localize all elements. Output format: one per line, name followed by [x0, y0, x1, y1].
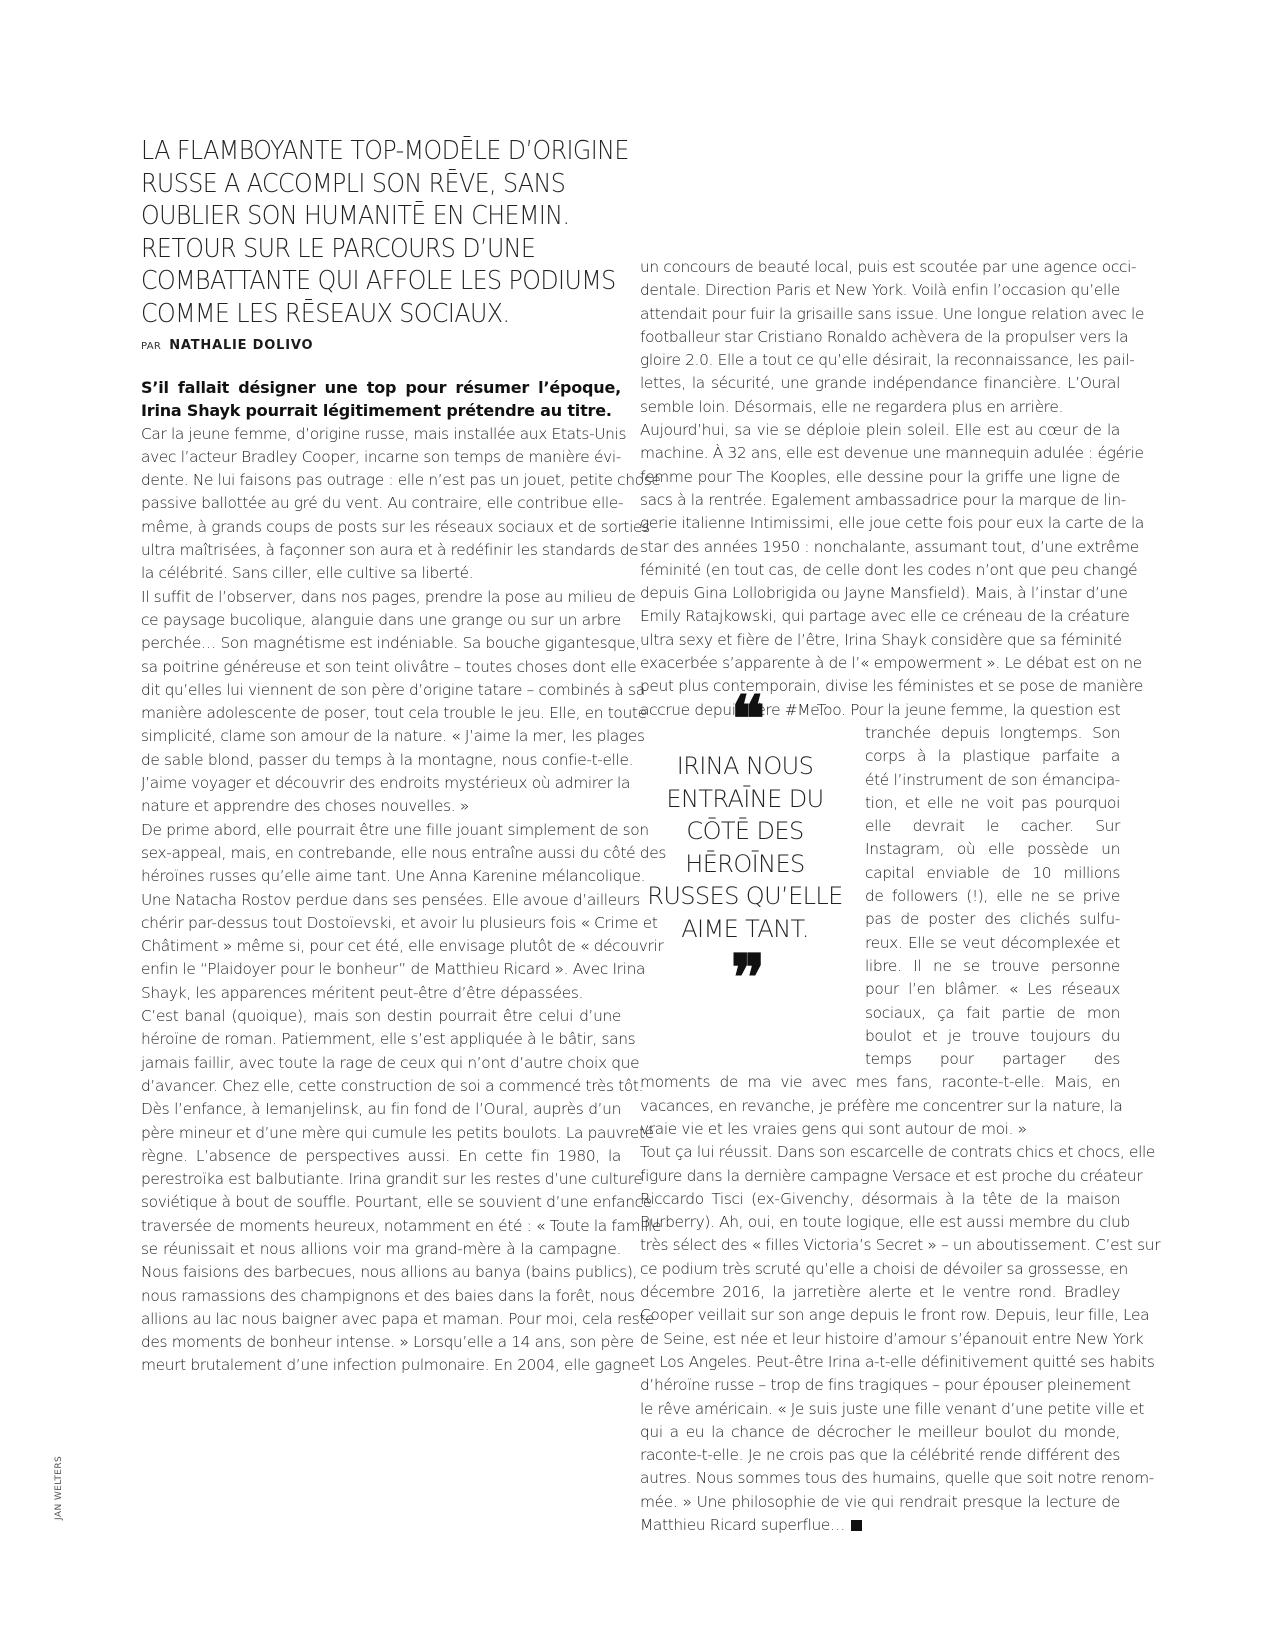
- pull-quote-line: RUSSES QU’ELLE: [647, 882, 843, 910]
- body-line: Tout ça lui réussit. Dans son escarcelle de contrats chics et chocs, elle: [640, 1143, 1156, 1162]
- body-line: le rêve américain. « Je suis juste une fille venant d’une petite ville et: [640, 1399, 1145, 1418]
- body-line: Dès l’enfance, à Iemanjelinsk, au fin fond de l’Oural, auprès d’un: [141, 1100, 621, 1119]
- body-line: footballeur star Cristiano Ronaldo achèvera de la propulser vers la: [640, 327, 1129, 346]
- body-line: héroïnes russes qu’elle aime tant. Une Anna Karenine mélancolique.: [141, 867, 646, 886]
- body-line: Châtiment » même si, pour cet été, elle envisage plutôt de « découvrir: [141, 937, 664, 956]
- body-line: mée. » Une philosophie de vie qui rendrait presque la lecture de: [640, 1492, 1120, 1511]
- pull-quote: [640, 682, 850, 1016]
- body-line: de Seine, est née et leur histoire d’amour s’épanouit entre New York: [640, 1329, 1144, 1348]
- body-line-wrap: corps à la plastique parfaite a: [865, 747, 1120, 766]
- body-line: perestroïka est balbutiante. Irina grandit sur les restes d’une culture: [141, 1170, 643, 1189]
- body-line: et Los Angeles. Peut-être Irina a-t-elle définitivement quitté ses habits: [640, 1352, 1155, 1371]
- body-line: peut plus contemporain, divise les féministes et se pose de manière: [640, 677, 1144, 696]
- body-line-wrap: boulot et je trouve toujours du: [865, 1026, 1120, 1045]
- body-line: règne. L’absence de perspectives aussi. En cette fin 1980, la: [141, 1146, 621, 1165]
- body-line-wrap: reux. Elle se veut décomplexée et: [865, 933, 1120, 952]
- body-line: accrue depuis l’ère #MeToo. Pour la jeune femme, la question est: [640, 700, 1121, 719]
- standfirst: [141, 135, 629, 330]
- body-line: Emily Ratajkowski, qui partage avec elle ce créneau de la créature: [640, 607, 1130, 626]
- end-of-article-square-icon: [851, 1520, 862, 1531]
- body-line: Aujourd’hui, sa vie se déploie plein soleil. Elle est au cœur de la: [640, 421, 1120, 440]
- body-line-wrap: tion, et elle ne voit pas pourquoi: [865, 793, 1120, 812]
- body-line: Burberry). Ah, oui, en toute logique, elle est aussi membre du club: [640, 1213, 1130, 1232]
- body-line: avec l’acteur Bradley Cooper, incarne son temps de manière évi-: [141, 447, 621, 466]
- body-line: un concours de beauté local, puis est scoutée par une agence occi-: [640, 258, 1137, 276]
- byline-prefix: PAR: [141, 341, 162, 352]
- pull-quote-line: HĒROĪNES: [685, 849, 805, 878]
- body-line-final: [640, 1514, 1120, 1537]
- body-line: Car la jeune femme, d’origine russe, mais installée aux Etats-Unis: [141, 424, 627, 443]
- body-line-wrap: été l’instrument de son émancipa-: [865, 770, 1120, 789]
- byline-author: NATHALIE DOLIVO: [169, 338, 314, 353]
- body-line: moments de ma vie avec mes fans, raconte-t-elle. Mais, en: [640, 1073, 1120, 1092]
- body-line: se réunissait et nous allions voir ma grand-mère à la campagne.: [141, 1239, 621, 1258]
- body-line: gloire 2.0. Elle a tout ce qu’elle désirait, la reconnaissance, les pail-: [640, 351, 1135, 370]
- article-column-left: [141, 376, 666, 1378]
- body-line-wrap: elle devrait le cacher. Sur: [865, 817, 1120, 836]
- final-sentence: Matthieu Ricard superflue…: [640, 1516, 846, 1535]
- pull-quote-line: CŌTĒ DES: [686, 817, 804, 845]
- body-line: même, à grands coups de posts sur les réseaux sociaux et de sorties: [141, 517, 650, 536]
- body-line: figure dans la dernière campagne Versace et est proche du créateur: [640, 1166, 1143, 1185]
- body-line: la célébrité. Sans ciller, elle cultive sa liberté.: [141, 564, 474, 583]
- body-line: perchée… Son magnétisme est indéniable. Sa bouche gigantesque,: [141, 634, 640, 653]
- body-line: Nous faisions des barbecues, nous allions au banya (bains publics),: [141, 1263, 638, 1282]
- body-line: passive ballottée au gré du vent. Au contraire, elle contribue elle-: [141, 494, 624, 513]
- body-line: des moments de bonheur intense. » Lorsqu’elle a 14 ans, son père: [141, 1333, 634, 1352]
- body-line: dentale. Direction Paris et New York. Voilà enfin l’occasion qu’elle: [640, 281, 1120, 300]
- body-line: C’est banal (quoique), mais son destin pourrait être celui d’une: [141, 1007, 621, 1026]
- body-line: Shayk, les apparences méritent peut-être d’être dépassées.: [141, 983, 584, 1002]
- body-line: enfin le “Plaidoyer pour le bonheur” de Matthieu Ricard ». Avec Irina: [141, 960, 646, 979]
- body-line: nous ramassions des champignons et des baies dans la forêt, nous: [141, 1286, 635, 1305]
- pull-quote-line: AIME TANT.: [681, 914, 809, 943]
- body-line-wrap: temps pour partager des: [865, 1050, 1120, 1069]
- body-line: nature et apprendre des choses nouvelles. »: [141, 797, 469, 816]
- body-line: lettes, la sécurité, une grande indépendance financière. L’Oural: [640, 374, 1120, 393]
- body-line: vacances, en revanche, je préfère me concentrer sur la nature, la: [640, 1096, 1123, 1115]
- close-quote-icon: ❞: [730, 941, 760, 1016]
- body-line: De prime abord, elle pourrait être une fille jouant simplement de son: [141, 820, 649, 839]
- body-line: père mineur et d’une mère qui cumule les petits boulots. La pauvreté: [141, 1123, 654, 1142]
- body-line: sex-appeal, mais, en contrebande, elle nous entraîne aussi du côté des: [141, 843, 666, 862]
- body-line: chérir par-dessus tout Dostoïevski, et avoir lu plusieurs fois « Crime et: [141, 913, 658, 932]
- body-line: simplicité, clame son amour de la nature. « J’aime la mer, les plages: [141, 727, 645, 746]
- body-line: d’héroïne russe – trop de fins tragiques – pour épouser pleinement: [640, 1376, 1131, 1395]
- body-line: star des années 1950 : nonchalante, assumant tout, d’une extrême: [640, 537, 1139, 556]
- body-line-wrap: pour l’en blâmer. « Les réseaux: [865, 980, 1120, 999]
- body-line: depuis Gina Lollobrigida ou Jayne Mansfield). Mais, à l’instar d’une: [640, 584, 1128, 603]
- body-line: décembre 2016, la jarretière alerte et le ventre rond. Bradley: [640, 1283, 1120, 1302]
- body-line: de sable blond, passer du temps à la montagne, nous confie-t-elle.: [141, 750, 634, 769]
- standfirst-line: OUBLIER SON HUMANITĒ EN CHEMIN.: [141, 201, 570, 231]
- body-line: J’aime voyager et découvrir des endroits mystérieux où admirer la: [141, 774, 631, 793]
- body-line: Cooper veillait sur son ange depuis le front row. Depuis, leur fille, Lea: [640, 1306, 1150, 1325]
- standfirst-line: LA FLAMBOYANTE TOP-MODĒLE D’ORIGINE: [141, 136, 629, 166]
- body-line: ultra sexy et fière de l’être, Irina Shayk considère que sa féminité: [640, 630, 1122, 649]
- body-line: sacs à la rentrée. Egalement ambassadrice pour la marque de lin-: [640, 490, 1126, 509]
- body-line: très sélect des « filles Victoria’s Secret » – un aboutissement. C’est sur: [640, 1236, 1161, 1255]
- body-line: ultra maîtrisées, à façonner son aura et à redéfinir les standards de: [141, 541, 639, 560]
- body-line-wrap: capital enviable de 10 millions: [865, 863, 1120, 882]
- lead-line: Irina Shayk pourrait légitimement prétendre au titre.: [141, 401, 612, 421]
- standfirst-line: COMBATTANTE QUI AFFOLE LES PODIUMS: [141, 266, 616, 296]
- body-line: machine. À 32 ans, elle est devenue une mannequin adulée : égérie: [640, 444, 1144, 463]
- body-line: ce paysage bucolique, alanguie dans une grange ou sur un arbre: [141, 610, 621, 629]
- body-line: gerie italienne Intimissimi, elle joue cette fois pour eux la carte de la: [640, 514, 1144, 533]
- body-line: meurt brutalement d’une infection pulmonaire. En 2004, elle gagne: [141, 1356, 640, 1375]
- body-line-wrap: de followers (!), elle ne se prive: [865, 887, 1120, 906]
- body-line: sa poitrine généreuse et son teint olivâtre – toutes choses dont elle: [141, 657, 637, 676]
- body-line-wrap: libre. Il ne se trouve personne: [865, 956, 1120, 975]
- body-line: d’avancer. Chez elle, cette construction de soi a commencé très tôt.: [141, 1076, 644, 1095]
- pull-quote-line: IRINA NOUS: [676, 752, 814, 780]
- body-line: allions au lac nous baigner avec papa et maman. Pour moi, cela reste: [141, 1309, 655, 1328]
- photo-credit: JAN WELTERS: [54, 1455, 64, 1520]
- body-line: Une Natacha Rostov perdue dans ses pensées. Elle avoue d’ailleurs: [141, 890, 640, 909]
- body-line: ce podium très scruté qu’elle a choisi de dévoiler sa grossesse, en: [640, 1259, 1128, 1278]
- body-line: féminité (en tout cas, de celle dont les codes n’ont que peu changé: [640, 560, 1138, 579]
- body-line: dit qu’elles lui viennent de son père d’origine tatare – combinés à sa: [141, 680, 645, 699]
- open-quote-icon: ❝: [730, 682, 760, 757]
- body-line: héroïne de roman. Patiemment, elle s’est appliquée à le bâtir, sans: [141, 1030, 636, 1049]
- body-line: exacerbée s’apparente à de l’« empowerment ». Le débat est on ne: [640, 654, 1142, 673]
- body-line: attendait pour fuir la grisaille sans issue. Une longue relation avec le: [640, 304, 1145, 323]
- body-line: semble loin. Désormais, elle ne regardera plus en arrière.: [640, 397, 1063, 416]
- body-line: jamais faillir, avec toute la rage de ceux qui n’ont d’autre choix que: [141, 1053, 640, 1072]
- body-line-wrap: pas de poster des clichés sulfu-: [865, 910, 1120, 929]
- body-line: soviétique à bout de souffle. Pourtant, elle se souvient d’une enfance: [141, 1193, 652, 1212]
- body-line-wrap: sociaux, ça fait partie de mon: [865, 1003, 1120, 1022]
- body-line: manière adolescente de poser, tout cela trouble le jeu. Elle, en toute: [141, 704, 647, 723]
- standfirst-line: RETOUR SUR LE PARCOURS D’UNE: [141, 233, 536, 264]
- body-line: autres. Nous sommes tous des humains, quelle que soit notre renom-: [640, 1469, 1154, 1488]
- body-line-wrap: Instagram, où elle possède un: [865, 840, 1120, 859]
- lead-line: S’il fallait désigner une top pour résumer l’époque,: [141, 378, 621, 397]
- body-line: Riccardo Tisci (ex-Givenchy, désormais à la tête de la maison: [640, 1189, 1120, 1208]
- standfirst-line: COMME LES RĒSEAUX SOCIAUX.: [141, 298, 510, 329]
- standfirst-line: RUSSE A ACCOMPLI SON RĒVE, SANS: [141, 168, 566, 199]
- body-line: Il suffit de l’observer, dans nos pages, prendre la pose au milieu de: [141, 587, 636, 606]
- body-line: dente. Ne lui faisons pas outrage : elle n’est pas un jouet, petite chose: [141, 471, 661, 490]
- body-line: raconte-t-elle. Je ne crois pas que la célébrité rende différent des: [640, 1446, 1120, 1465]
- pull-quote-line: ENTRAĪNE DU: [666, 784, 824, 813]
- byline: [141, 338, 313, 353]
- body-line: qui a eu la chance de décrocher le meilleur boulot du monde,: [640, 1422, 1120, 1441]
- body-line: traversée de moments heureux, notamment en été : « Toute la famille: [141, 1216, 662, 1235]
- body-line: vraie vie et les vraies gens qui sont autour de moi. »: [640, 1119, 1027, 1138]
- body-line-wrap: tranchée depuis longtemps. Son: [865, 723, 1120, 742]
- body-line: femme pour The Kooples, elle dessine pour la griffe une ligne de: [640, 467, 1120, 486]
